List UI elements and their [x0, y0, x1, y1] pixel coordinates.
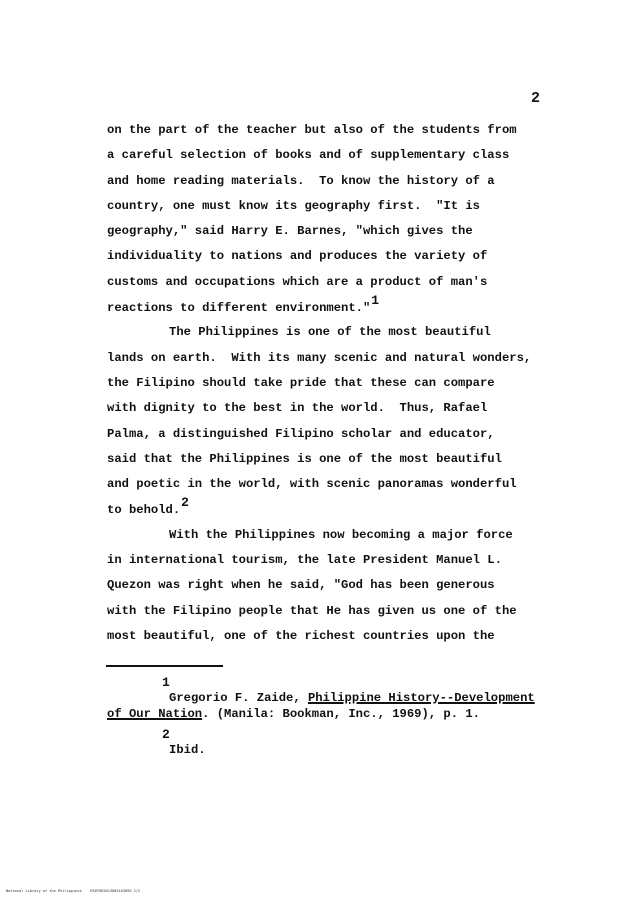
page-number: 2 [531, 90, 541, 107]
paragraph-2-line: with dignity to the best in the world. Thus, Rafael [107, 401, 488, 416]
paragraph-2-line: Palma, a distinguished Filipino scholar and educator, [107, 426, 495, 441]
paragraph-1-line: customs and occupations which are a product of man's [107, 274, 488, 289]
body-text [107, 118, 577, 649]
paragraph-1-text: reactions to different environment." [107, 301, 371, 316]
footnote-1-line-1 [169, 690, 535, 706]
footnote-2-number: 2 [162, 727, 170, 742]
paragraph-1-line: on the part of the teacher but also of the students from [107, 123, 517, 137]
footnote-1-title-cont: of Our Nation [107, 707, 203, 721]
paragraph-3-line: with the Filipino people that He has given us one of the [107, 603, 517, 618]
paragraph-2-line: The Philippines is one of the most beautiful [169, 325, 491, 340]
paragraph-3-line: in international tourism, the late President Manuel L. [107, 553, 502, 568]
paragraph-2-line: and poetic in the world, with scenic panoramas wonderful [107, 477, 517, 492]
paragraph-3-line: Quezon was right when he said, "God has been generous [107, 578, 495, 593]
paragraph-3-line: With the Philippines now becoming a major force [169, 527, 513, 542]
paragraph-2-last-line [107, 497, 577, 522]
paragraph-1-last-line [107, 295, 577, 320]
footnote-1-line-2 [107, 706, 480, 722]
archive-footer: National Library of the Philippines RSDTRD2013005163090 2/2 [6, 889, 141, 893]
footnote-divider [106, 665, 223, 667]
footnote-1-number: 1 [162, 675, 170, 690]
paragraph-2-text: to behold. [107, 503, 181, 518]
paragraph-1-line: a careful selection of books and of supplementary class [107, 148, 510, 163]
paragraph-1-line: country, one must know its geography first. "It is [107, 198, 480, 213]
paragraph-3-line: most beautiful, one of the richest countries upon the [107, 628, 495, 643]
footnote-1-title: Philippine History--Development [307, 691, 535, 705]
paragraph-2-line: said that the Philippines is one of the most beautiful [107, 451, 502, 466]
paragraph-1-line: and home reading materials. To know the history of a [107, 173, 495, 188]
paragraph-2-line: lands on earth. With its many scenic and natural wonders, [107, 350, 532, 365]
footnote-ref-1: 1 [371, 293, 380, 309]
paragraph-1-line: geography," said Harry E. Barnes, "which gives the [107, 224, 473, 239]
paragraph-1-line: individuality to nations and produces the variety of [107, 249, 488, 264]
footnote-ref-2: 2 [181, 495, 189, 511]
paragraph-2-line: the Filipino should take pride that these can compare [107, 375, 495, 390]
footnote-1-author: Gregorio F. Zaide, [169, 691, 308, 705]
footnote-1-publication: . (Manila: Bookman, Inc., 1969), p. 1. [202, 707, 480, 721]
footnote-2-text: Ibid. [169, 743, 206, 757]
